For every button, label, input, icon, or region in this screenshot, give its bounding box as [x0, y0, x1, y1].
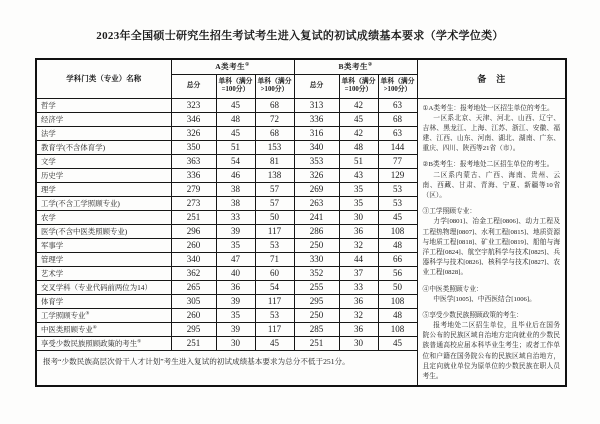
total-score-b: 250 — [294, 308, 339, 322]
total-score-a: 346 — [171, 112, 216, 126]
single-over100-a: 71 — [255, 252, 294, 266]
total-score-a: 363 — [171, 154, 216, 168]
total-score-b: 285 — [294, 322, 339, 336]
column-header-remarks: 备注 — [417, 59, 566, 98]
remark-paragraph: ②B类考生：报考地处二区招生单位的考生。 — [422, 161, 554, 169]
single-100-a: 45 — [216, 98, 255, 112]
score-table-body — [36, 98, 566, 386]
single-100-b: 36 — [339, 322, 378, 336]
single-over100-a: 60 — [255, 266, 294, 280]
single-over100-b: 68 — [378, 112, 417, 126]
single-over100-a: 117 — [255, 294, 294, 308]
single-100-a: 46 — [216, 168, 255, 182]
column-header-single-over100-a: 单科（满分>100分） — [255, 74, 294, 98]
single-over100-b: 45 — [378, 336, 417, 350]
footnote-marker: ⑤ — [137, 338, 142, 344]
subject-name: 农学 — [36, 210, 171, 224]
single-over100-b: 48 — [378, 308, 417, 322]
header-row-groups — [36, 59, 566, 74]
total-score-a: 295 — [171, 322, 216, 336]
single-100-a: 35 — [216, 308, 255, 322]
subject-name: 管理学 — [36, 252, 171, 266]
total-score-b: 353 — [294, 154, 339, 168]
single-over100-b: 63 — [378, 126, 417, 140]
remark-paragraph: ①A类考生：报考地处一区招生单位的考生。 — [422, 104, 554, 112]
subject-name: 艺术学 — [36, 266, 171, 280]
single-100-a: 39 — [216, 294, 255, 308]
table-row — [36, 98, 566, 112]
total-score-a: 305 — [171, 294, 216, 308]
total-score-b: 352 — [294, 266, 339, 280]
single-over100-a: 117 — [255, 322, 294, 336]
subject-name: 历史学 — [36, 168, 171, 182]
single-100-a: 38 — [216, 196, 255, 210]
single-over100-b: 48 — [378, 238, 417, 252]
single-over100-b: 53 — [378, 182, 417, 196]
remark-paragraph: 一区系北京、天津、河北、山西、辽宁、吉林、黑龙江、上海、江苏、浙江、安徽、福建、江西、山东、河南、湖北、湖南、广东、重庆、四川、陕西等21省（市）。 — [422, 114, 561, 153]
remark-paragraph: ③工学照顾专业： — [422, 208, 477, 216]
single-over100-b: 108 — [378, 322, 417, 336]
column-header-group-a: A类考生① — [171, 59, 294, 74]
subject-name: 体育学 — [36, 294, 171, 308]
table-footnote: 报考“少数民族高层次骨干人才计划”考生进入复试的初试成绩基本要求为总分不低于251分。 — [36, 350, 417, 386]
single-over100-b: 53 — [378, 196, 417, 210]
total-score-a: 336 — [171, 168, 216, 182]
single-100-b: 32 — [339, 308, 378, 322]
total-score-b: 251 — [294, 336, 339, 350]
single-over100-a: 50 — [255, 210, 294, 224]
subject-name: 军事学 — [36, 238, 171, 252]
page-title: 2023年全国硕士研究生招生考试考生进入复试的初试成绩基本要求（学术学位类） — [96, 30, 504, 42]
total-score-b: 241 — [294, 210, 339, 224]
footnote-marker: ① — [245, 62, 250, 68]
total-score-b: 330 — [294, 252, 339, 266]
single-100-b: 44 — [339, 252, 378, 266]
single-over100-b: 108 — [378, 294, 417, 308]
single-100-a: 36 — [216, 280, 255, 294]
remark-paragraph: 中医学[1005]、中西医结合[1006]。 — [433, 295, 536, 303]
single-over100-b: 129 — [378, 168, 417, 182]
subject-name: 理学 — [36, 182, 171, 196]
remark-paragraph: 二区系内蒙古、广西、海南、贵州、云南、西藏、甘肃、青海、宁夏、新疆等10省（区）。 — [422, 171, 561, 199]
column-header-single100-b: 单科（满分=100分） — [339, 74, 378, 98]
subject-name: 交叉学科（专业代码前两位为14） — [36, 280, 171, 294]
single-100-a: 48 — [216, 112, 255, 126]
single-100-b: 35 — [339, 182, 378, 196]
total-score-a: 279 — [171, 182, 216, 196]
single-over100-b: 63 — [378, 98, 417, 112]
total-score-a: 260 — [171, 238, 216, 252]
single-100-b: 36 — [339, 294, 378, 308]
total-score-b: 313 — [294, 98, 339, 112]
single-100-b: 35 — [339, 196, 378, 210]
single-over100-a: 53 — [255, 308, 294, 322]
total-score-a: 326 — [171, 126, 216, 140]
subject-name: 教育学(不含体育学) — [36, 140, 171, 154]
column-header-total-a: 总分 — [171, 74, 216, 98]
subject-name: 中医类照顾专业④ — [36, 322, 171, 336]
single-100-a: 47 — [216, 252, 255, 266]
footnote-marker: ③ — [85, 310, 90, 316]
remark-paragraph: 力学[0801]、冶金工程[0806]、动力工程及工程热物理[0807]、水利工程[0815]、地质资源与地质工程[0818]、矿业工程[0819]、船舶与海洋工程[0824]、航空宇航科学与技术[0825]、兵器科学与技术[0826]、核科学与技术[0827]、农业工程[0828]。 — [422, 218, 561, 277]
single-100-a: 39 — [216, 224, 255, 238]
column-header-group-b: B类考生② — [294, 59, 417, 74]
single-100-b: 51 — [339, 154, 378, 168]
single-100-b: 32 — [339, 238, 378, 252]
single-100-a: 51 — [216, 140, 255, 154]
subject-name: 医学(不含中医类照顾专业) — [36, 224, 171, 238]
single-100-b: 45 — [339, 112, 378, 126]
single-over100-b: 56 — [378, 266, 417, 280]
single-100-a: 35 — [216, 238, 255, 252]
total-score-a: 323 — [171, 98, 216, 112]
single-100-b: 33 — [339, 280, 378, 294]
single-over100-b: 108 — [378, 224, 417, 238]
single-100-b: 37 — [339, 266, 378, 280]
total-score-a: 350 — [171, 140, 216, 154]
total-score-a: 251 — [171, 210, 216, 224]
single-over100-b: 66 — [378, 252, 417, 266]
total-score-b: 295 — [294, 294, 339, 308]
subject-name: 经济学 — [36, 112, 171, 126]
column-header-single100-a: 单科（满分=100分） — [216, 74, 255, 98]
single-100-a: 38 — [216, 182, 255, 196]
single-over100-b: 144 — [378, 140, 417, 154]
subject-name: 文学 — [36, 154, 171, 168]
subject-name: 工学(不含工学照顾专业) — [36, 196, 171, 210]
single-100-b: 36 — [339, 224, 378, 238]
single-over100-a: 138 — [255, 168, 294, 182]
total-score-b: 326 — [294, 168, 339, 182]
footnote-marker: ④ — [92, 324, 97, 330]
single-over100-a: 81 — [255, 154, 294, 168]
single-over100-b: 77 — [378, 154, 417, 168]
single-100-b: 42 — [339, 98, 378, 112]
total-score-a: 251 — [171, 336, 216, 350]
single-100-a: 30 — [216, 336, 255, 350]
single-100-a: 54 — [216, 154, 255, 168]
subject-name: 哲学 — [36, 98, 171, 112]
single-100-b: 42 — [339, 126, 378, 140]
subject-name: 法学 — [36, 126, 171, 140]
single-over100-a: 72 — [255, 112, 294, 126]
single-over100-a: 153 — [255, 140, 294, 154]
single-over100-a: 117 — [255, 224, 294, 238]
single-over100-a: 57 — [255, 182, 294, 196]
total-score-a: 265 — [171, 280, 216, 294]
total-score-b: 336 — [294, 112, 339, 126]
column-header-subject: 学科门类（专业）名称 — [36, 59, 171, 98]
remarks-cell — [417, 98, 566, 386]
single-over100-b: 45 — [378, 210, 417, 224]
total-score-b: 263 — [294, 196, 339, 210]
single-100-b: 30 — [339, 210, 378, 224]
total-score-a: 340 — [171, 252, 216, 266]
total-score-b: 340 — [294, 140, 339, 154]
total-score-b: 316 — [294, 126, 339, 140]
single-100-a: 45 — [216, 126, 255, 140]
subject-name: 享受少数民族照顾政策的考生⑤ — [36, 336, 171, 350]
single-100-b: 30 — [339, 336, 378, 350]
single-over100-a: 57 — [255, 196, 294, 210]
total-score-b: 255 — [294, 280, 339, 294]
remark-paragraph: 报考地处二区招生单位，且毕业后在国务院公布的民族区域自治地方定向就业的少数民族普通高校应届本科毕业生考生；或者工作单位和户籍在国务院公布的民族区域自治地方，且定向就业单位为原单位的少数民族在职人员考生。 — [422, 322, 561, 380]
single-over100-a: 54 — [255, 280, 294, 294]
total-score-a: 362 — [171, 266, 216, 280]
single-over100-b: 50 — [378, 280, 417, 294]
single-100-a: 39 — [216, 322, 255, 336]
total-score-a: 260 — [171, 308, 216, 322]
total-score-a: 296 — [171, 224, 216, 238]
single-100-b: 48 — [339, 140, 378, 154]
total-score-a: 273 — [171, 196, 216, 210]
single-over100-a: 53 — [255, 238, 294, 252]
single-100-a: 33 — [216, 210, 255, 224]
single-over100-a: 45 — [255, 336, 294, 350]
remark-paragraph: ⑤享受少数民族照顾政策的考生： — [422, 311, 523, 319]
single-100-b: 43 — [339, 168, 378, 182]
single-over100-a: 68 — [255, 98, 294, 112]
column-header-total-b: 总分 — [294, 74, 339, 98]
remark-paragraph: ④中医类照顾专业： — [422, 285, 483, 293]
footnote-marker: ② — [367, 62, 373, 68]
total-score-b: 286 — [294, 224, 339, 238]
score-requirements-table — [35, 58, 567, 387]
single-100-a: 40 — [216, 266, 255, 280]
subject-name: 工学照顾专业③ — [36, 308, 171, 322]
total-score-b: 269 — [294, 182, 339, 196]
column-header-single-over100-b: 单科（满分>100分） — [378, 74, 417, 98]
single-over100-a: 68 — [255, 126, 294, 140]
total-score-b: 250 — [294, 238, 339, 252]
